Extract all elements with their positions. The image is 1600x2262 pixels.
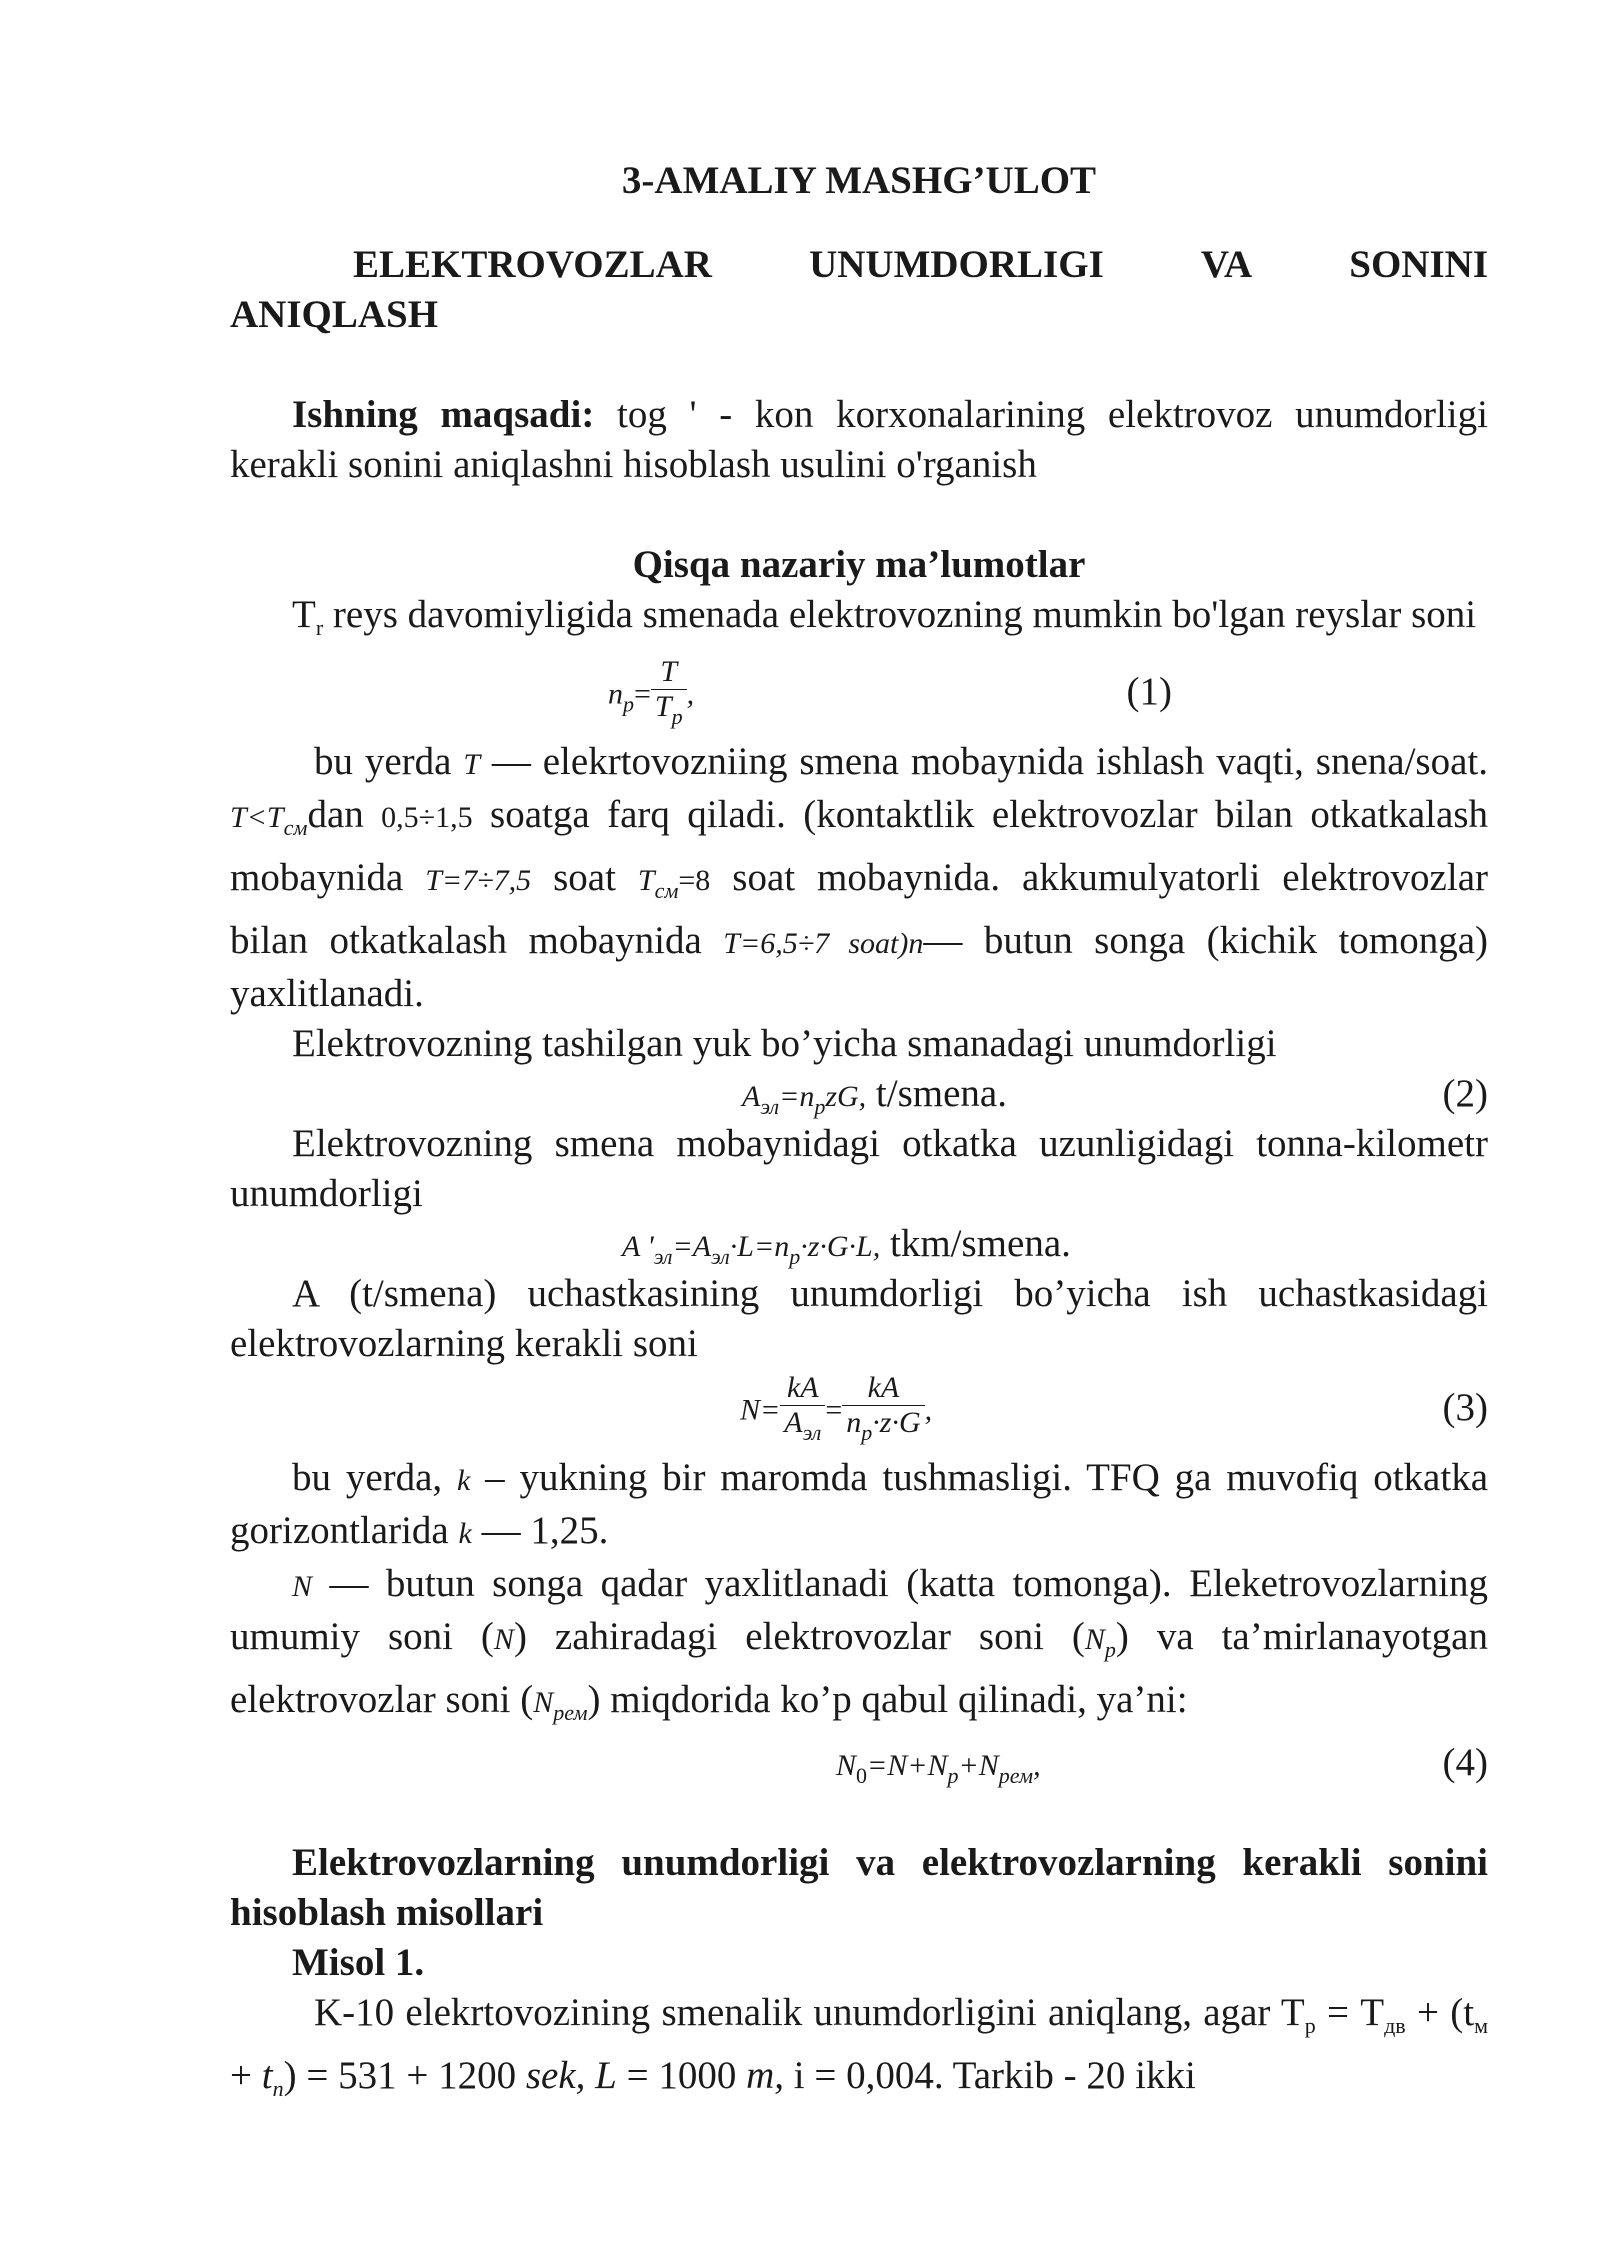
topic-word: ELEKTROVOZLAR	[353, 243, 712, 286]
equation-2b-body: A '$_{эл}=A_{эл}\cdot L=n_p\cdot z\cdot G\cdot L$, tkm/smena.	[622, 1222, 1071, 1269]
t-symbol: T	[292, 593, 316, 636]
paragraph-unumdorlik: Elektrovozning tashilgan yuk bo’yicha smanadagi unumdorligi	[292, 1022, 1277, 1065]
paragraph-reys	[230, 590, 1488, 653]
equation-3-body: N= $\frac{kA}{A_{эл}}$ = $\frac{kA}{n_p\cdot z\cdot G}$ ,	[740, 1371, 932, 1450]
purpose-text: tog ' - kon korxonalarining elektrovoz unumdorligi kerakli sonini aniqlashni hisoblash usulini o'rganish	[230, 393, 1488, 486]
equation-2-body: $A_{эл}=n_pzG$, t/smena.	[742, 1072, 1007, 1119]
purpose-paragraph	[230, 390, 1488, 490]
fraction: $\frac{kA}{n_p\cdot z\cdot G}$	[842, 1371, 924, 1450]
fraction: $\frac{kA}{A_{эл}}$	[780, 1371, 825, 1450]
paragraph-text: reys davomiyligida smenada elektrovozning mumkin bo'lgan reyslar soni	[323, 593, 1477, 636]
topic-heading	[230, 240, 1488, 290]
equation-4-body: $N_0=N+N_p+N_{рем}$,	[836, 1749, 1041, 1788]
paragraph-n: N — butun songa qadar yaxlitlanadi (katta tomonga). Eleketrovozlarning umumiy soni (N) zahiradagi elektrovozlar soni $(N_p)$ va ta’mirlanayotgan elektrovozlar soni $(N_{рем})$ miqdorida ko’p qabul qilinadi, ya’ni:	[230, 1562, 1488, 1725]
t-subscript: r	[315, 615, 324, 640]
equation-4	[230, 1738, 1488, 1788]
topic-word: VA	[1200, 243, 1253, 286]
topic-heading-line2: ANIQLASH	[230, 293, 439, 336]
equation-1	[230, 653, 1488, 737]
paragraph-k: bu yerda, k – yukning bir maromda tushmasligi. TFQ ga muvofiq otkatka gorizontlarida k — 1,25.	[230, 1456, 1489, 1552]
equation-number: (3)	[1442, 1386, 1488, 1429]
examples-heading: Elektrovozlarning unumdorligi va elektrovozlarning kerakli sonini hisoblash misollari	[230, 1841, 1488, 1934]
equation-2	[230, 1069, 1488, 1119]
theory-heading: Qisqa nazariy ma’lumotlar	[632, 543, 1086, 586]
topic-word: SONINI	[1349, 243, 1488, 286]
equation-1-body: $n_p=$ $\frac{T}{T_p}$ ,	[608, 655, 694, 734]
paragraph-tonna-km: Elektrovozning smena mobaynidagi otkatka uzunligidagi tonna-kilometr unumdorligi	[230, 1122, 1488, 1215]
equation-2b	[230, 1219, 1488, 1269]
equation-number: (2)	[1442, 1072, 1488, 1115]
equation-3	[230, 1369, 1488, 1453]
paragraph-bu-yerda: bu yerda T — elekrtovozniing smena mobaynida ishlash vaqti, snena/soat. $T<T_{см}dan$ 0,5÷1,5 soatga farq qiladi. (kontaktlik elektrovozlar bilan otkatkalash mobaynida T=7÷7,5 soat $T_{см}=8$ soat mobaynida. akkumulyatorli elektrovozlar bilan otkatkalash mobaynida T=6,5÷7 soat)n— butun songa (kichik tomonga) yaxlitlanadi.	[230, 740, 1489, 1015]
document-page	[230, 150, 1488, 2114]
purpose-label: Ishning maqsadi:	[292, 393, 595, 436]
fraction: $\frac{T}{T_p}$	[651, 655, 687, 734]
equation-number: (1)	[1126, 670, 1172, 713]
example-paragraph: K-10 elekrtovozining smenalik unumdorligini aniqlang, agar $T_р = T_{дв} + (t_м + t_n) = 531 + 1200$ sek, L = 1000 m, i = 0,004. Tarkib - 20 ikki	[230, 1991, 1488, 2101]
paragraph-kerakli-soni: A (t/smena) uchastkasining unumdorligi bo’yicha ish uchastkasidagi elektrovozlarning kerakli soni	[230, 1272, 1488, 1365]
document-title: 3-AMALIY MASHG’ULOT	[621, 159, 1097, 202]
equation-number: (4)	[1442, 1741, 1488, 1784]
example-label: Misol 1.	[292, 1941, 425, 1984]
topic-word: UNUMDORLIGI	[809, 243, 1104, 286]
